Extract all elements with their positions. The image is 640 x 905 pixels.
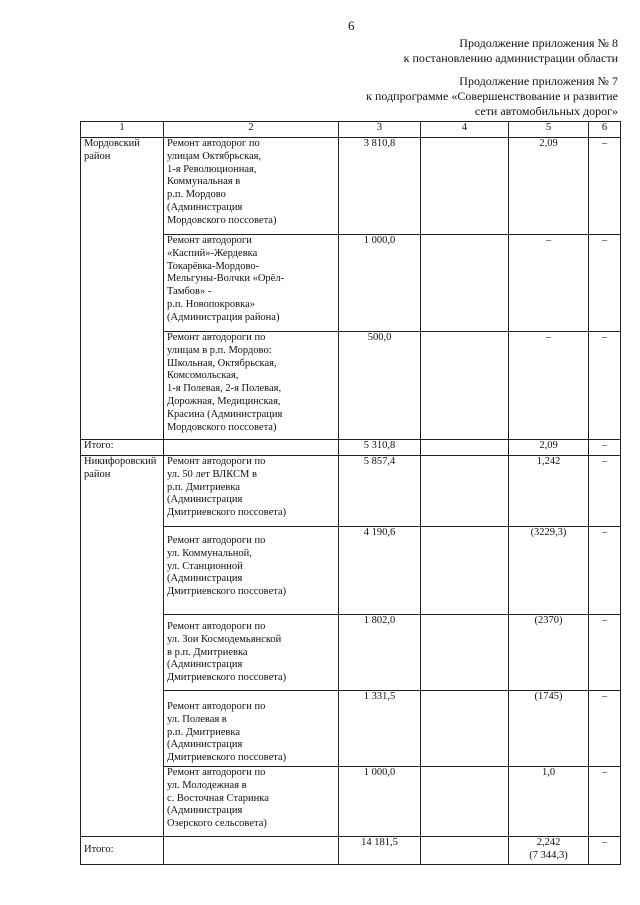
appendix-headers [366, 36, 618, 127]
cost-cell: 500,0 [339, 332, 421, 440]
work-description: Ремонт автодороги по улицам в р.п. Мордово: Школьная, Октябрьская, Комсомольская, 1-я Полевая, 2-я Полевая, Дорожная, Медицинская, Красина (Администрация Мордовского поссовета) [164, 332, 339, 440]
cost-cell: 1 000,0 [339, 767, 421, 837]
district-cell: Никифоровский район [81, 456, 164, 837]
col6-cell: – [589, 235, 621, 332]
length-cell: 2,09 [509, 138, 589, 235]
col4-cell [421, 235, 509, 332]
column-header: 1 [81, 122, 164, 138]
column-header: 5 [509, 122, 589, 138]
work-description: Ремонт автодороги по ул. Зои Космодемьянской в р.п. Дмитриевка (Администрация Дмитриевского поссовета) [164, 615, 339, 691]
col6-cell: – [589, 332, 621, 440]
work-description: Ремонт автодороги «Каспий»-Жердевка Токарёвка-Мордово- Мельгуны-Волчки «Орёл- Тамбов» - р.п. Новопокровка» (Администрация района) [164, 235, 339, 332]
col4-cell [421, 456, 509, 527]
total-col6: – [589, 837, 621, 865]
appendix-8-header [366, 36, 618, 66]
col6-cell: – [589, 138, 621, 235]
length-cell: (1745) [509, 691, 589, 767]
total-cost: 5 310,8 [339, 440, 421, 456]
col6-cell: – [589, 691, 621, 767]
total-length: 2,242 (7 344,3) [509, 837, 589, 865]
column-header: 6 [589, 122, 621, 138]
cost-cell: 3 810,8 [339, 138, 421, 235]
work-description: Ремонт автодорог по улицам Октябрьская, 1-я Революционная, Коммунальная в р.п. Мордово (Администрация Мордовского поссовета) [164, 138, 339, 235]
cost-cell: 5 857,4 [339, 456, 421, 527]
col4-cell [421, 138, 509, 235]
empty-cell [164, 440, 339, 456]
column-header: 2 [164, 122, 339, 138]
page-number: 6 [348, 18, 355, 33]
district-cell: Мордовский район [81, 138, 164, 440]
appendix-8-line-1: Продолжение приложения № 8 [459, 36, 618, 50]
total-label: Итого: [81, 440, 164, 456]
col4-cell [421, 767, 509, 837]
col6-cell: – [589, 767, 621, 837]
empty-cell [421, 440, 509, 456]
work-description: Ремонт автодороги по ул. Молодежная в с. Восточная Старинка (Администрация Озерского сельсовета) [164, 767, 339, 837]
total-row [81, 837, 621, 865]
col4-cell [421, 332, 509, 440]
total-label: Итого: [81, 837, 164, 865]
total-row [81, 440, 621, 456]
length-cell: – [509, 332, 589, 440]
length-cell: 1,0 [509, 767, 589, 837]
cost-cell: 1 802,0 [339, 615, 421, 691]
appendix-7-line-1: Продолжение приложения № 7 [459, 74, 618, 88]
col4-cell [421, 527, 509, 615]
length-cell: (3229,3) [509, 527, 589, 615]
appendix-8-line-2: к постановлению администрации области [403, 51, 618, 65]
total-cost: 14 181,5 [339, 837, 421, 865]
col4-cell [421, 691, 509, 767]
cost-cell: 1 331,5 [339, 691, 421, 767]
work-description: Ремонт автодороги по ул. 50 лет ВЛКСМ в р.п. Дмитриевка (Администрация Дмитриевского поссовета) [164, 456, 339, 527]
col6-cell: – [589, 527, 621, 615]
table-row [81, 138, 621, 235]
appendix-7-line-2: к подпрограмме «Совершенствование и развитие [366, 89, 618, 103]
appendix-7-header [366, 74, 618, 119]
length-cell: – [509, 235, 589, 332]
column-number-row [81, 122, 621, 138]
empty-cell [421, 837, 509, 865]
appendix-7-line-3: сети автомобильных дорог» [474, 104, 618, 118]
work-description: Ремонт автодороги по ул. Полевая в р.п. Дмитриевка (Администрация Дмитриевского поссовета) [164, 691, 339, 767]
table-row [81, 456, 621, 527]
column-header: 4 [421, 122, 509, 138]
col4-cell [421, 615, 509, 691]
empty-cell [164, 837, 339, 865]
roads-table [80, 121, 621, 865]
length-cell: 1,242 [509, 456, 589, 527]
col6-cell: – [589, 615, 621, 691]
total-length: 2,09 [509, 440, 589, 456]
work-description: Ремонт автодороги по ул. Коммунальной, ул. Станционной (Администрация Дмитриевского поссовета) [164, 527, 339, 615]
total-col6: – [589, 440, 621, 456]
cost-cell: 4 190,6 [339, 527, 421, 615]
column-header: 3 [339, 122, 421, 138]
length-cell: (2370) [509, 615, 589, 691]
col6-cell: – [589, 456, 621, 527]
cost-cell: 1 000,0 [339, 235, 421, 332]
